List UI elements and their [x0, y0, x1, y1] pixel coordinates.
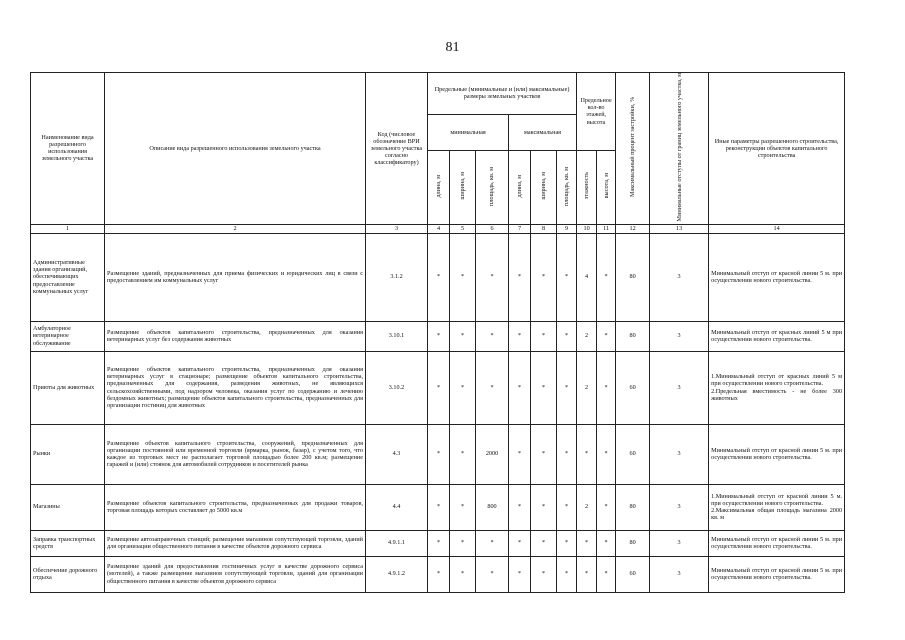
- row-name: Административные здания организаций, обеспечивающих предоставление коммунальных услуг: [31, 233, 105, 321]
- row-floors: 2: [577, 351, 597, 424]
- row-min-setback: 3: [650, 424, 709, 484]
- row-min-area: *: [476, 233, 509, 321]
- row-code: 3.10.1: [366, 321, 428, 351]
- col-number: 1: [31, 224, 105, 233]
- row-min-width: *: [450, 424, 476, 484]
- row-min-length: *: [428, 424, 450, 484]
- row-max-width: *: [531, 556, 557, 592]
- page-number: 81: [445, 40, 460, 55]
- row-other-params: Минимальный отступ от красной линии 5 м. при осуществлении нового строительства.: [709, 530, 845, 556]
- row-max-width: *: [531, 321, 557, 351]
- col-number: 8: [531, 224, 557, 233]
- row-height: *: [597, 424, 616, 484]
- row-min-width: *: [450, 530, 476, 556]
- header-max-coverage: Максимальный процент застройки, %: [616, 73, 650, 225]
- col-number: 4: [428, 224, 450, 233]
- row-max-length: *: [509, 484, 531, 530]
- col-number: 13: [650, 224, 709, 233]
- row-max-width: *: [531, 233, 557, 321]
- header-max-length: длина, м: [509, 150, 531, 224]
- row-description: Размещение объектов капитального строительства, предназначенных для оказания ветеринарных услуг без содержания животных: [105, 321, 366, 351]
- row-height: *: [597, 530, 616, 556]
- row-min-length: *: [428, 351, 450, 424]
- header-other-params: Иные параметры разрешенного строительства, реконструкции объектов капитального строительства: [709, 73, 845, 225]
- row-height: *: [597, 351, 616, 424]
- row-min-length: *: [428, 530, 450, 556]
- row-min-area: 2000: [476, 424, 509, 484]
- row-max-length: *: [509, 233, 531, 321]
- row-code: 4.3: [366, 424, 428, 484]
- row-max-coverage: 80: [616, 530, 650, 556]
- header-min-length: длина, м: [428, 150, 450, 224]
- row-floors: *: [577, 530, 597, 556]
- row-description: Размещение объектов капитального строительства, предназначенных для продажи товаров, торговая площадь которых составляет до 5000 кв.м: [105, 484, 366, 530]
- row-floors: 4: [577, 233, 597, 321]
- row-height: *: [597, 484, 616, 530]
- col-number: 11: [597, 224, 616, 233]
- row-min-width: *: [450, 233, 476, 321]
- row-code: 3.10.2: [366, 351, 428, 424]
- row-min-area: 800: [476, 484, 509, 530]
- row-description: Размещение автозаправочных станций; размещение магазинов сопутствующей торговли, зданий для организации общественного питания в качестве объектов дорожного сервиса: [105, 530, 366, 556]
- row-other-params: Минимальный отступ от красных линий 5 м при осуществлении нового строительства.: [709, 321, 845, 351]
- row-max-area: *: [557, 530, 577, 556]
- col-number: 2: [105, 224, 366, 233]
- row-max-length: *: [509, 556, 531, 592]
- row-other-params: Минимальный отступ от красной линии 5 м. при осуществлении нового строительства.: [709, 233, 845, 321]
- row-other-params: Минимальный отступ от красной линии 5 м. при осуществлении нового строительства.: [709, 556, 845, 592]
- row-min-setback: 3: [650, 530, 709, 556]
- table-row: [31, 424, 845, 484]
- col-number: 5: [450, 224, 476, 233]
- header-height: высота, м: [597, 150, 616, 224]
- col-number: 9: [557, 224, 577, 233]
- row-name: Рынки: [31, 424, 105, 484]
- table-row: [31, 530, 845, 556]
- row-height: *: [597, 233, 616, 321]
- row-min-setback: 3: [650, 321, 709, 351]
- header-max-width: ширина, м: [531, 150, 557, 224]
- row-min-width: *: [450, 556, 476, 592]
- row-min-setback: 3: [650, 351, 709, 424]
- header-min-width: ширина, м: [450, 150, 476, 224]
- header-floors: этажность: [577, 150, 597, 224]
- row-max-area: *: [557, 424, 577, 484]
- row-max-length: *: [509, 530, 531, 556]
- row-max-area: *: [557, 556, 577, 592]
- row-min-width: *: [450, 484, 476, 530]
- header-min: минимальная: [428, 114, 509, 150]
- row-code: 4.9.1.1: [366, 530, 428, 556]
- row-floors: 2: [577, 484, 597, 530]
- col-number: 10: [577, 224, 597, 233]
- header-floors-limit: Предельное кол-во этажей, высота: [577, 73, 616, 151]
- row-min-area: *: [476, 351, 509, 424]
- header-description: Описание вида разрешенного использования земельного участка: [105, 73, 366, 225]
- row-code: 4.4: [366, 484, 428, 530]
- row-max-length: *: [509, 424, 531, 484]
- table-row: [31, 556, 845, 592]
- row-code: 4.9.1.2: [366, 556, 428, 592]
- row-max-width: *: [531, 424, 557, 484]
- col-number: 3: [366, 224, 428, 233]
- row-name: Приюты для животных: [31, 351, 105, 424]
- row-max-width: *: [531, 530, 557, 556]
- row-height: *: [597, 556, 616, 592]
- row-other-params: 1.Минимальный отступ от красных линий 5 м при осуществлении нового строительства. 2.Предельная вместимость - не более 300 животных: [709, 351, 845, 424]
- header-limits: Предельные (минимальные и (или) максимальные) размеры земельных участков: [428, 73, 577, 115]
- row-min-length: *: [428, 556, 450, 592]
- row-max-length: *: [509, 351, 531, 424]
- row-min-length: *: [428, 233, 450, 321]
- col-number: 12: [616, 224, 650, 233]
- row-height: *: [597, 321, 616, 351]
- row-floors: *: [577, 556, 597, 592]
- row-max-coverage: 80: [616, 233, 650, 321]
- header-name: Наименование вида разрешенного использования земельного участка: [31, 73, 105, 225]
- row-min-area: *: [476, 530, 509, 556]
- row-min-area: *: [476, 321, 509, 351]
- row-max-area: *: [557, 321, 577, 351]
- row-min-length: *: [428, 484, 450, 530]
- row-min-setback: 3: [650, 556, 709, 592]
- row-description: Размещение объектов капитального строительства, предназначенных для оказания ветеринарных услуг в стационаре; размещение объектов капитального строительства, предназначенных для содержания, разведения животных, не являющихся сельскохозяйственными, под надзором человека, оказания услуг по содержанию и лечению бездомных животных; размещение объектов капитального строительства, предназначенных для организации гостиниц для животных: [105, 351, 366, 424]
- row-floors: 2: [577, 321, 597, 351]
- header-max: максимальная: [509, 114, 577, 150]
- row-min-setback: 3: [650, 233, 709, 321]
- row-max-coverage: 80: [616, 321, 650, 351]
- row-code: 3.1.2: [366, 233, 428, 321]
- row-max-length: *: [509, 321, 531, 351]
- row-name: Магазины: [31, 484, 105, 530]
- row-max-coverage: 80: [616, 484, 650, 530]
- row-min-width: *: [450, 321, 476, 351]
- table-row: [31, 233, 845, 321]
- row-max-coverage: 60: [616, 424, 650, 484]
- row-max-width: *: [531, 484, 557, 530]
- row-name: Заправка транспортных средств: [31, 530, 105, 556]
- row-name: Обеспечение дорожного отдыха: [31, 556, 105, 592]
- row-min-width: *: [450, 351, 476, 424]
- table-row: [31, 321, 845, 351]
- row-description: Размещение объектов капитального строительства, сооружений, предназначенных для организации постоянной или временной торговли (ярмарка, рынок, базар), с учетом того, что каждое из торговых мест не располагает торговой площадью более 200 кв.м; размещение гаражей и (или) стоянок для автомобилей сотрудников и посетителей рынка: [105, 424, 366, 484]
- column-numbers-row: [31, 224, 845, 233]
- header-min-area: площадь, кв. м: [476, 150, 509, 224]
- row-description: Размещение зданий для предоставления гостиничных услуг в качестве дорожного сервиса (мотелей), а также размещение магазинов сопутствующей торговли, зданий для организации общественного питания в качестве объектов дорожного сервиса: [105, 556, 366, 592]
- col-number: 14: [709, 224, 845, 233]
- col-number: 7: [509, 224, 531, 233]
- row-description: Размещение зданий, предназначенных для приема физических и юридических лиц в связи с предоставлением им коммунальных услуг: [105, 233, 366, 321]
- row-other-params: 1.Минимальный отступ от красной линии 5 м. при осуществлении нового строительства. 2.Максимальная общая площадь магазина 2000 кв. м: [709, 484, 845, 530]
- row-max-coverage: 60: [616, 556, 650, 592]
- row-max-area: *: [557, 484, 577, 530]
- row-min-setback: 3: [650, 484, 709, 530]
- col-number: 6: [476, 224, 509, 233]
- header-min-setback: Минимальные отступы от границ земельного участка, м: [650, 73, 709, 225]
- row-min-length: *: [428, 321, 450, 351]
- row-max-coverage: 60: [616, 351, 650, 424]
- regulations-table: [30, 72, 845, 593]
- row-name: Амбулаторное ветеринарное обслуживание: [31, 321, 105, 351]
- header-code: Код (числовое обозначение ВРИ земельного участка согласно классификатору): [366, 73, 428, 225]
- table-row: [31, 484, 845, 530]
- row-max-area: *: [557, 351, 577, 424]
- row-max-area: *: [557, 233, 577, 321]
- header-max-area: площадь, кв. м: [557, 150, 577, 224]
- row-max-width: *: [531, 351, 557, 424]
- table-row: [31, 351, 845, 424]
- row-other-params: Минимальный отступ от красной линии 5 м. при осуществлении нового строительства.: [709, 424, 845, 484]
- row-min-area: *: [476, 556, 509, 592]
- row-floors: *: [577, 424, 597, 484]
